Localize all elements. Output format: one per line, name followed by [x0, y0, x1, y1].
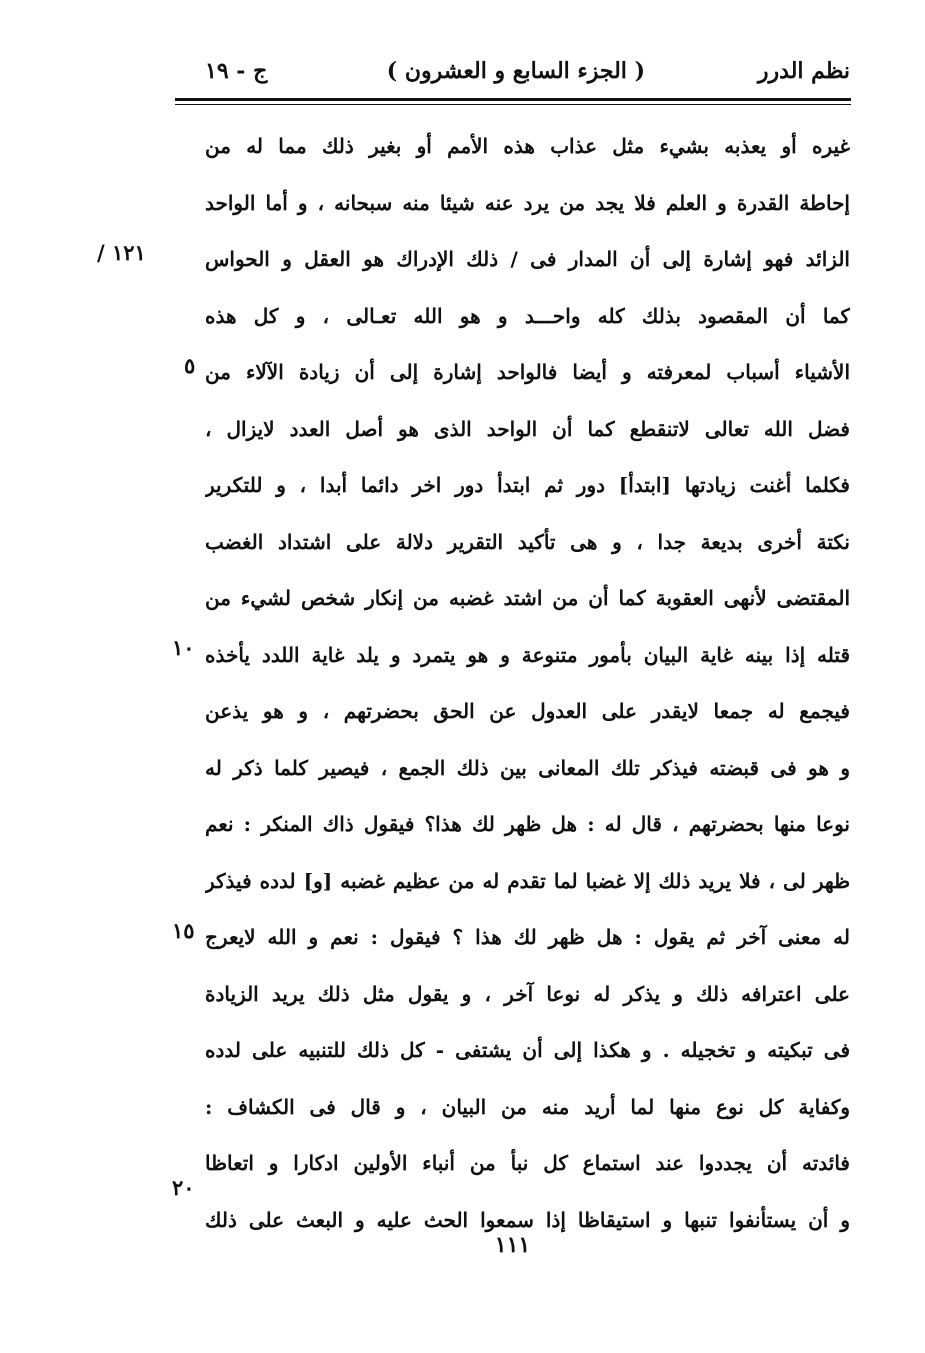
text-line-2: إحاطة القدرة و العلم فلا يجد من يرد عنه شيئا منه سبحانه ، و أما الواحد [205, 190, 850, 215]
header-part-title: ( الجزء السابع و العشرون ) [386, 58, 645, 84]
text-line-13: نوعا منها بحضرتهم ، قال له : هل ظهر لك هذا؟ فيقول ذاك المنكر : نعم [205, 812, 850, 836]
text-line-5: الأشياء أسباب لمعرفته و أيضا فالواحد إشارة إلى أن زيادة الآلاء من [205, 360, 850, 384]
text-line-17: فى تبكيته و تخجيله . و هكذا إلى أن يشتفى - كل ذلك للتنبيه على لدده [205, 1038, 850, 1062]
text-line-8: نكتة أخرى بديعة جدا ، و هى تأكيد التقرير دلالة على اشتداد الغضب [205, 529, 850, 554]
text-line-3: الزائد فهو إشارة إلى أن المدار فى / ذلك الإدراك هو العقل و الحواس [205, 247, 850, 271]
header-rule-thick [175, 98, 851, 101]
header-rule-thin [175, 104, 851, 105]
text-line-7: فكلما أغنت زيادتها [ابتدأ] دور ثم ابتدأ دور اخر دائما أبدا ، و للتكرير [205, 473, 850, 497]
body-text [205, 118, 850, 1248]
text-line-9: المقتضى لأنهى العقوبة كما أن من اشتد غضبه من إنكار شخص لشيء من [205, 586, 850, 610]
line-number-15: ١٥ [172, 918, 195, 943]
line-number-10: ١٠ [172, 635, 195, 660]
page-number: ١١١ [494, 1232, 531, 1258]
text-line-14: ظهر لى ، فلا يريد ذلك إلا غضبا لما تقدم له من عظيم غضبه [و] لدده فيذكر [205, 868, 850, 893]
text-line-15: له معنى آخر ثم يقول : هل ظهر لك هذا ؟ فيقول : نعم و الله لايعرج [205, 925, 850, 949]
text-line-20: و أن يستأنفوا تنبها و استيقاظا إذا سمعوا الحث عليه و البعث على ذلك [205, 1207, 850, 1232]
header-book-title: نظم الدرر [757, 58, 850, 84]
text-line-12: و هو فى قبضته فيذكر تلك المعانى بين ذلك الجمع ، فيصير كلما ذكر له [205, 755, 850, 780]
text-line-6: فضل الله تعالى لاتنقطع كما أن الواحد الذى هو أصل العدد لايزال ، [205, 416, 850, 441]
text-line-19: فائدته أن يجددوا عند استماع كل نبأ من أنباء الأولين ادكارا و اتعاظا [205, 1151, 850, 1175]
header-volume: ج - ١٩ [205, 58, 268, 84]
marginal-manuscript-folio: ١٢١ / [97, 240, 146, 265]
text-line-10: قتله إذا بينه غاية البيان بأمور متنوعة و هو يتمرد و يلد غاية اللدد يأخذه [205, 642, 850, 667]
text-line-18: وكفاية كل نوع منها لما أريد منه من البيان ، و قال فى الكشاف : [205, 1094, 850, 1119]
running-header [175, 58, 850, 92]
line-number-20: ٢٠ [172, 1175, 195, 1200]
text-line-16: على اعترافه ذلك و يذكر له نوعا آخر ، و يقول مثل ذلك يريد الزيادة [205, 981, 850, 1006]
text-line-1: غيره أو يعذبه بشيء مثل عذاب هذه الأمم أو بغير ذلك مما له من [205, 134, 850, 158]
text-line-11: فيجمع له جمعا لايقدر على العدول عن الحق بحضرتهم ، و هو يذعن [205, 699, 850, 723]
line-number-5: ٥ [184, 353, 196, 378]
text-line-4: كما أن المقصود بذلك كله واحـــد و هو الله تعـالى ، و كل هذه [205, 303, 850, 328]
